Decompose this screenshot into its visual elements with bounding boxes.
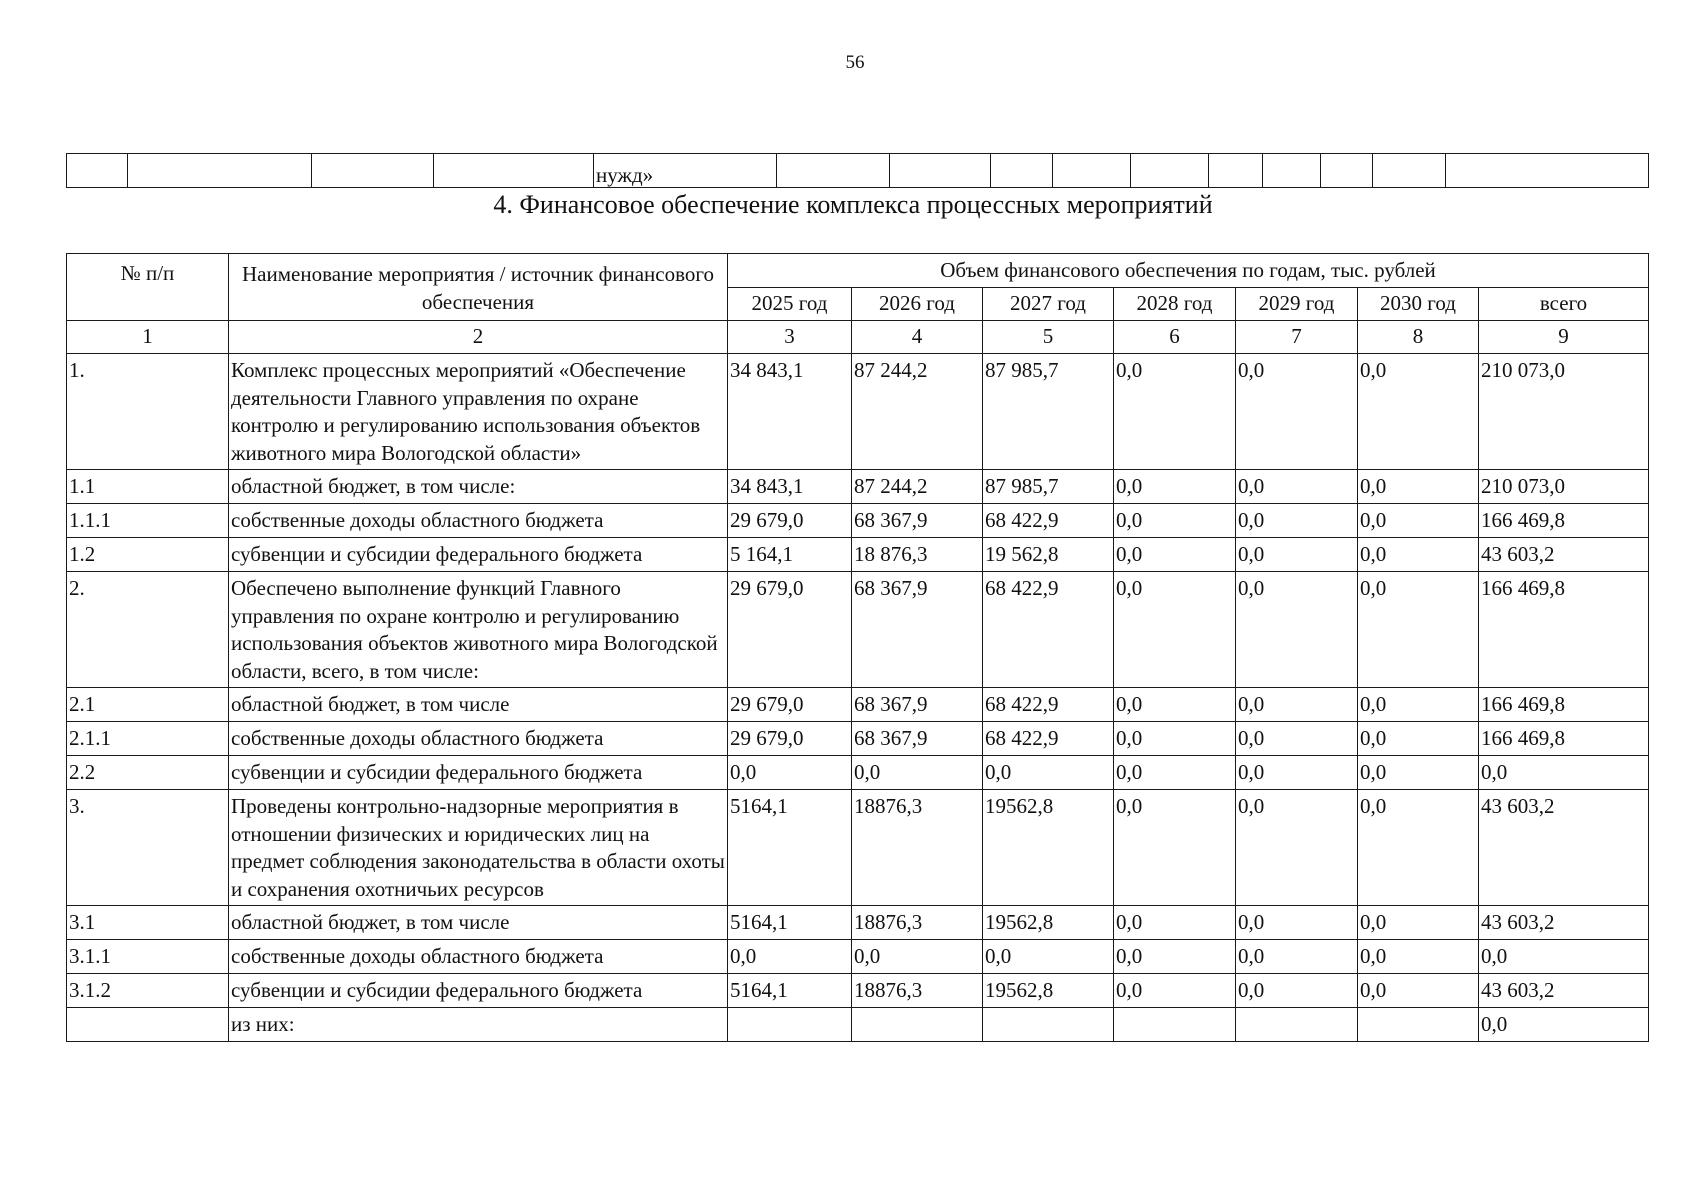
row-year-value [1358,1008,1479,1042]
row-year-value: 0,0 [1358,906,1479,940]
row-name: областной бюджет, в том числе: [229,470,728,504]
row-year-value: 29 679,0 [728,722,852,756]
row-total: 43 603,2 [1479,974,1649,1008]
row-name: собственные доходы областного бюджета [229,722,728,756]
row-year-value: 18876,3 [852,906,983,940]
row-year-value: 0,0 [1114,504,1236,538]
row-year-value: 0,0 [1114,572,1236,688]
row-total: 43 603,2 [1479,538,1649,572]
row-year-value: 0,0 [1114,354,1236,470]
row-total: 166 469,8 [1479,504,1649,538]
row-year-value: 0,0 [1358,504,1479,538]
column-number: 2 [229,321,728,354]
section-title: 4. Финансовое обеспечение комплекса процессных мероприятий [493,190,1213,219]
table-row [67,688,1649,722]
row-number [67,1008,229,1042]
row-name: собственные доходы областного бюджета [229,504,728,538]
row-name: Обеспечено выполнение функций Главного управления по охране контролю и регулированию использования объектов животного мира Вологодской области, всего, в том числе: [229,572,728,688]
row-year-value: 0,0 [1236,470,1358,504]
row-year-value [983,1008,1114,1042]
strip-cell [1373,154,1446,188]
header-year: 2028 год [1114,288,1236,321]
row-year-value: 19562,8 [983,906,1114,940]
column-number: 3 [728,321,852,354]
row-year-value: 34 843,1 [728,470,852,504]
strip-cell [312,154,434,188]
row-year-value [1236,1008,1358,1042]
row-year-value [852,1008,983,1042]
row-year-value: 0,0 [1114,470,1236,504]
row-year-value: 0,0 [1114,756,1236,790]
row-total: 0,0 [1479,940,1649,974]
strip-cell [777,154,890,188]
row-year-value: 68 422,9 [983,504,1114,538]
column-number: 6 [1114,321,1236,354]
table-row [67,722,1649,756]
row-year-value: 68 367,9 [852,722,983,756]
strip-cell [128,154,312,188]
row-year-value: 0,0 [1114,538,1236,572]
row-number: 2.2 [67,756,229,790]
financing-table [66,253,1649,1042]
row-name: областной бюджет, в том числе [229,688,728,722]
row-year-value: 0,0 [983,940,1114,974]
row-year-value: 0,0 [1236,688,1358,722]
row-total: 43 603,2 [1479,790,1649,906]
row-year-value: 29 679,0 [728,504,852,538]
row-total: 166 469,8 [1479,572,1649,688]
row-year-value: 0,0 [1236,756,1358,790]
row-year-value: 5164,1 [728,974,852,1008]
column-number: 7 [1236,321,1358,354]
row-year-value: 0,0 [1358,722,1479,756]
header-year: 2030 год [1358,288,1479,321]
row-number: 2.1 [67,688,229,722]
row-total: 166 469,8 [1479,722,1649,756]
row-number: 1.1.1 [67,504,229,538]
row-year-value: 5 164,1 [728,538,852,572]
row-year-value: 68 422,9 [983,688,1114,722]
row-year-value: 87 985,7 [983,354,1114,470]
row-year-value: 0,0 [1358,940,1479,974]
row-year-value: 19562,8 [983,974,1114,1008]
strip-cell [434,154,594,188]
row-year-value: 5164,1 [728,790,852,906]
column-number: 4 [852,321,983,354]
header-volume: Объем финансового обеспечения по годам, тыс. рублей [728,254,1649,288]
header-year: 2029 год [1236,288,1358,321]
row-total: 166 469,8 [1479,688,1649,722]
row-year-value: 5164,1 [728,906,852,940]
row-year-value: 0,0 [852,756,983,790]
column-number: 9 [1479,321,1649,354]
row-name: Комплекс процессных мероприятий «Обеспечение деятельности Главного управления по охране контролю и регулированию использования объектов животного мира Вологодской области» [229,354,728,470]
strip-cell [67,154,128,188]
row-year-value: 0,0 [1114,974,1236,1008]
row-year-value: 0,0 [1358,790,1479,906]
row-name: областной бюджет, в том числе [229,906,728,940]
row-year-value: 0,0 [1236,790,1358,906]
strip-cell [1446,154,1649,188]
row-year-value: 0,0 [728,940,852,974]
strip-cell [991,154,1053,188]
table-row [67,790,1649,906]
row-year-value: 0,0 [1236,974,1358,1008]
row-year-value: 0,0 [1236,504,1358,538]
row-total: 210 073,0 [1479,470,1649,504]
row-year-value: 29 679,0 [728,572,852,688]
header-total: всего [1479,288,1649,321]
strip-cell [1209,154,1263,188]
row-year-value: 34 843,1 [728,354,852,470]
row-year-value: 0,0 [1358,756,1479,790]
column-number: 5 [983,321,1114,354]
strip-cell [1263,154,1321,188]
row-year-value: 68 367,9 [852,504,983,538]
row-year-value: 0,0 [1236,722,1358,756]
row-year-value: 0,0 [1114,688,1236,722]
row-number: 1.1 [67,470,229,504]
row-year-value: 0,0 [1114,722,1236,756]
row-year-value: 0,0 [1114,906,1236,940]
row-year-value: 0,0 [1358,470,1479,504]
strip-cell [1131,154,1209,188]
row-year-value: 0,0 [1114,790,1236,906]
table-row [67,1008,1649,1042]
row-year-value: 18 876,3 [852,538,983,572]
row-total: 210 073,0 [1479,354,1649,470]
row-total: 43 603,2 [1479,906,1649,940]
row-total: 0,0 [1479,1008,1649,1042]
row-name: субвенции и субсидии федерального бюджета [229,974,728,1008]
strip-cell [1321,154,1373,188]
table-row [67,470,1649,504]
column-number: 1 [67,321,229,354]
table-row [67,940,1649,974]
row-number: 3.1.2 [67,974,229,1008]
row-year-value [728,1008,852,1042]
row-year-value: 18876,3 [852,790,983,906]
row-year-value: 68 422,9 [983,572,1114,688]
row-name: субвенции и субсидии федерального бюджета [229,756,728,790]
table-row [67,974,1649,1008]
row-number: 1.2 [67,538,229,572]
row-year-value: 0,0 [1236,354,1358,470]
row-number: 3. [67,790,229,906]
row-name: Проведены контрольно-надзорные мероприятия в отношении физических и юридических лиц на предмет соблюдения законодательства в области охоты и сохранения охотничьих ресурсов [229,790,728,906]
row-year-value: 0,0 [983,756,1114,790]
row-number: 2. [67,572,229,688]
table-row [67,504,1649,538]
row-year-value: 0,0 [728,756,852,790]
row-year-value: 68 422,9 [983,722,1114,756]
row-name: из них: [229,1008,728,1042]
row-number: 3.1 [67,906,229,940]
row-name: субвенции и субсидии федерального бюджета [229,538,728,572]
previous-table-tail [66,153,1649,188]
row-year-value: 0,0 [1358,688,1479,722]
row-year-value: 0,0 [1358,974,1479,1008]
row-year-value: 0,0 [1236,538,1358,572]
column-number: 8 [1358,321,1479,354]
header-name: Наименование мероприятия / источник финансового обеспечения [229,254,728,321]
row-number: 1. [67,354,229,470]
row-year-value: 18876,3 [852,974,983,1008]
table-row [67,756,1649,790]
table-row [67,538,1649,572]
table-row [67,354,1649,470]
row-year-value: 0,0 [1358,354,1479,470]
row-year-value: 0,0 [1358,572,1479,688]
row-year-value: 0,0 [852,940,983,974]
header-year: 2026 год [852,288,983,321]
strip-cell-text: нужд» [594,154,777,188]
row-year-value: 87 244,2 [852,354,983,470]
row-year-value: 0,0 [1236,572,1358,688]
strip-cell [890,154,991,188]
row-name: собственные доходы областного бюджета [229,940,728,974]
header-year: 2025 год [728,288,852,321]
row-year-value: 0,0 [1236,940,1358,974]
row-year-value: 87 985,7 [983,470,1114,504]
header-num: № п/п [67,254,229,321]
row-year-value: 68 367,9 [852,572,983,688]
table-body [67,354,1649,1042]
row-year-value: 19 562,8 [983,538,1114,572]
row-year-value: 0,0 [1236,906,1358,940]
row-year-value: 19562,8 [983,790,1114,906]
strip-cell [1053,154,1131,188]
row-number: 2.1.1 [67,722,229,756]
page-number: 56 [845,52,865,73]
row-total: 0,0 [1479,756,1649,790]
row-year-value: 68 367,9 [852,688,983,722]
header-year: 2027 год [983,288,1114,321]
row-year-value: 29 679,0 [728,688,852,722]
row-year-value: 87 244,2 [852,470,983,504]
table-row [67,572,1649,688]
row-year-value: 0,0 [1114,940,1236,974]
row-number: 3.1.1 [67,940,229,974]
row-year-value: 0,0 [1358,538,1479,572]
table-row [67,906,1649,940]
row-year-value [1114,1008,1236,1042]
